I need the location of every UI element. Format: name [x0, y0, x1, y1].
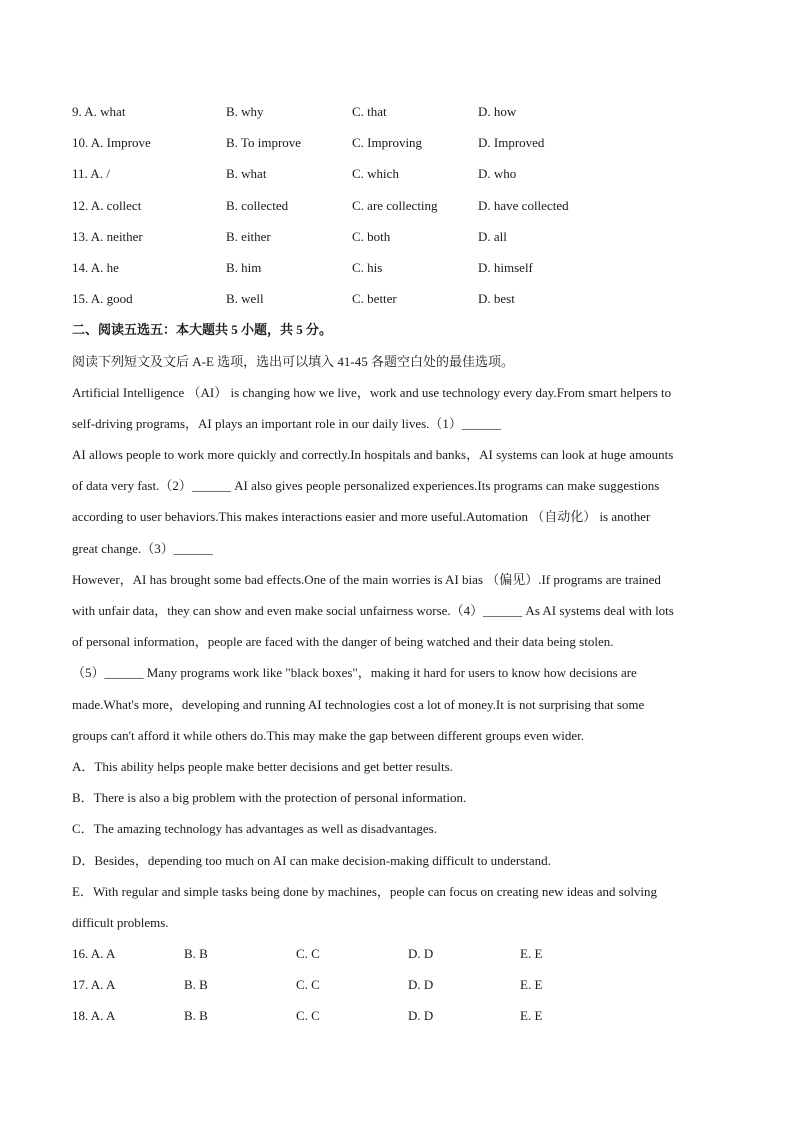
option-b: B. well [226, 291, 264, 307]
option-a: 11. A. / [72, 166, 110, 182]
option-a: 13. A. neither [72, 228, 143, 244]
option-d: D. all [478, 228, 507, 244]
mc-question-list [72, 101, 724, 319]
option-line: D．Besides，depending too much on AI can make decision-making difficult to understand. [72, 852, 551, 868]
passage-line: （5）______ Many programs work like "black boxes"，making it hard for users to know how decisions are [72, 665, 637, 681]
question-row-14 [72, 257, 724, 288]
passage-line: of personal information，people are faced with the danger of being watched and their data being stolen. [72, 634, 614, 650]
section-instruction: 阅读下列短文及文后 A-E 选项，选出可以填入 41-45 各题空白处的最佳选项。 [72, 353, 514, 369]
reading-passage [72, 382, 724, 756]
option-line: difficult problems. [72, 914, 169, 930]
choice-a: 16. A. A [72, 946, 116, 962]
option-d: D. best [478, 291, 515, 307]
choice-e: E. E [520, 1008, 543, 1024]
choice-b: B. B [184, 1008, 208, 1024]
option-c: C. are collecting [352, 197, 438, 213]
choice-c: C. C [296, 1008, 320, 1024]
option-a: 9. A. what [72, 104, 126, 119]
passage-line: of data very fast.（2）______ AI also gives people personalized experiences.Its programs can make suggestions [72, 478, 660, 494]
choice-c: C. C [296, 946, 320, 962]
option-line: A．This ability helps people make better decisions and get better results. [72, 758, 453, 774]
option-c: C. which [352, 166, 399, 182]
option-d: D. Improved [478, 135, 545, 151]
option-line: C．The amazing technology has advantages as well as disadvantages. [72, 821, 437, 837]
option-a: 14. A. he [72, 259, 119, 275]
question-row-15 [72, 288, 724, 319]
option-b: B. To improve [226, 135, 302, 151]
choice-d: D. D [408, 946, 434, 962]
answer-choice-list [72, 943, 724, 1037]
passage-line: great change.（3）______ [72, 540, 213, 556]
question-row-13 [72, 226, 724, 257]
passage-line: made.What's more，developing and running AI technologies cost a lot of money.It is not surprising that some [72, 696, 645, 712]
choice-d: D. D [408, 977, 434, 993]
option-c: C. that [352, 104, 387, 119]
option-b: B. either [226, 228, 271, 244]
option-d: D. have collected [478, 197, 569, 213]
option-b: B. why [226, 104, 264, 119]
choice-c: C. C [296, 977, 320, 993]
option-d: D. how [478, 104, 517, 119]
choice-a: 17. A. A [72, 977, 116, 993]
choice-e: E. E [520, 977, 543, 993]
option-a: 15. A. good [72, 291, 133, 307]
passage-line: AI allows people to work more quickly and correctly.In hospitals and banks，AI systems can look at huge amounts [72, 447, 674, 463]
option-a: 10. A. Improve [72, 135, 151, 151]
option-c: C. better [352, 291, 397, 307]
question-row-11 [72, 163, 724, 194]
option-c: C. his [352, 259, 383, 275]
option-d: D. who [478, 166, 517, 182]
passage-line: according to user behaviors.This makes interactions easier and more useful.Automation （自动化） is another [72, 509, 651, 525]
option-line: B．There is also a big problem with the protection of personal information. [72, 790, 467, 806]
answer-row-16 [72, 943, 724, 974]
question-row-9 [72, 101, 724, 132]
option-c: C. Improving [352, 135, 423, 151]
passage-line: groups can't afford it while others do.This may make the gap between different groups even wider. [72, 727, 584, 743]
option-c: C. both [352, 228, 391, 244]
option-b: B. collected [226, 197, 289, 213]
exam-page [72, 101, 724, 1037]
question-row-10 [72, 132, 724, 163]
choice-a: 18. A. A [72, 1008, 116, 1024]
option-b: B. him [226, 259, 262, 275]
option-line: E．With regular and simple tasks being done by machines，people can focus on creating new ideas and solving [72, 883, 658, 899]
choice-e: E. E [520, 946, 543, 962]
section-title: 二、阅读五选五：本大题共 5 小题，共 5 分。 [72, 322, 333, 338]
option-b: B. what [226, 166, 267, 182]
question-row-12 [72, 195, 724, 226]
passage-line: However，AI has brought some bad effects.One of the main worries is AI bias （偏见）.If programs are trained [72, 571, 661, 587]
choice-d: D. D [408, 1008, 434, 1024]
option-d: D. himself [478, 259, 533, 275]
choice-b: B. B [184, 977, 208, 993]
option-a: 12. A. collect [72, 197, 142, 213]
choice-b: B. B [184, 946, 208, 962]
passage-line: self-driving programs，AI plays an important role in our daily lives.（1）______ [72, 415, 501, 431]
passage-line: Artificial Intelligence （AI） is changing how we live，work and use technology every day.From smart helpers to [72, 384, 672, 400]
answer-row-17 [72, 974, 724, 1005]
answer-options [72, 756, 724, 943]
passage-line: with unfair data，they can show and even make social unfairness worse.（4）______ As AI systems deal with lots [72, 603, 674, 618]
answer-row-18 [72, 1005, 724, 1036]
